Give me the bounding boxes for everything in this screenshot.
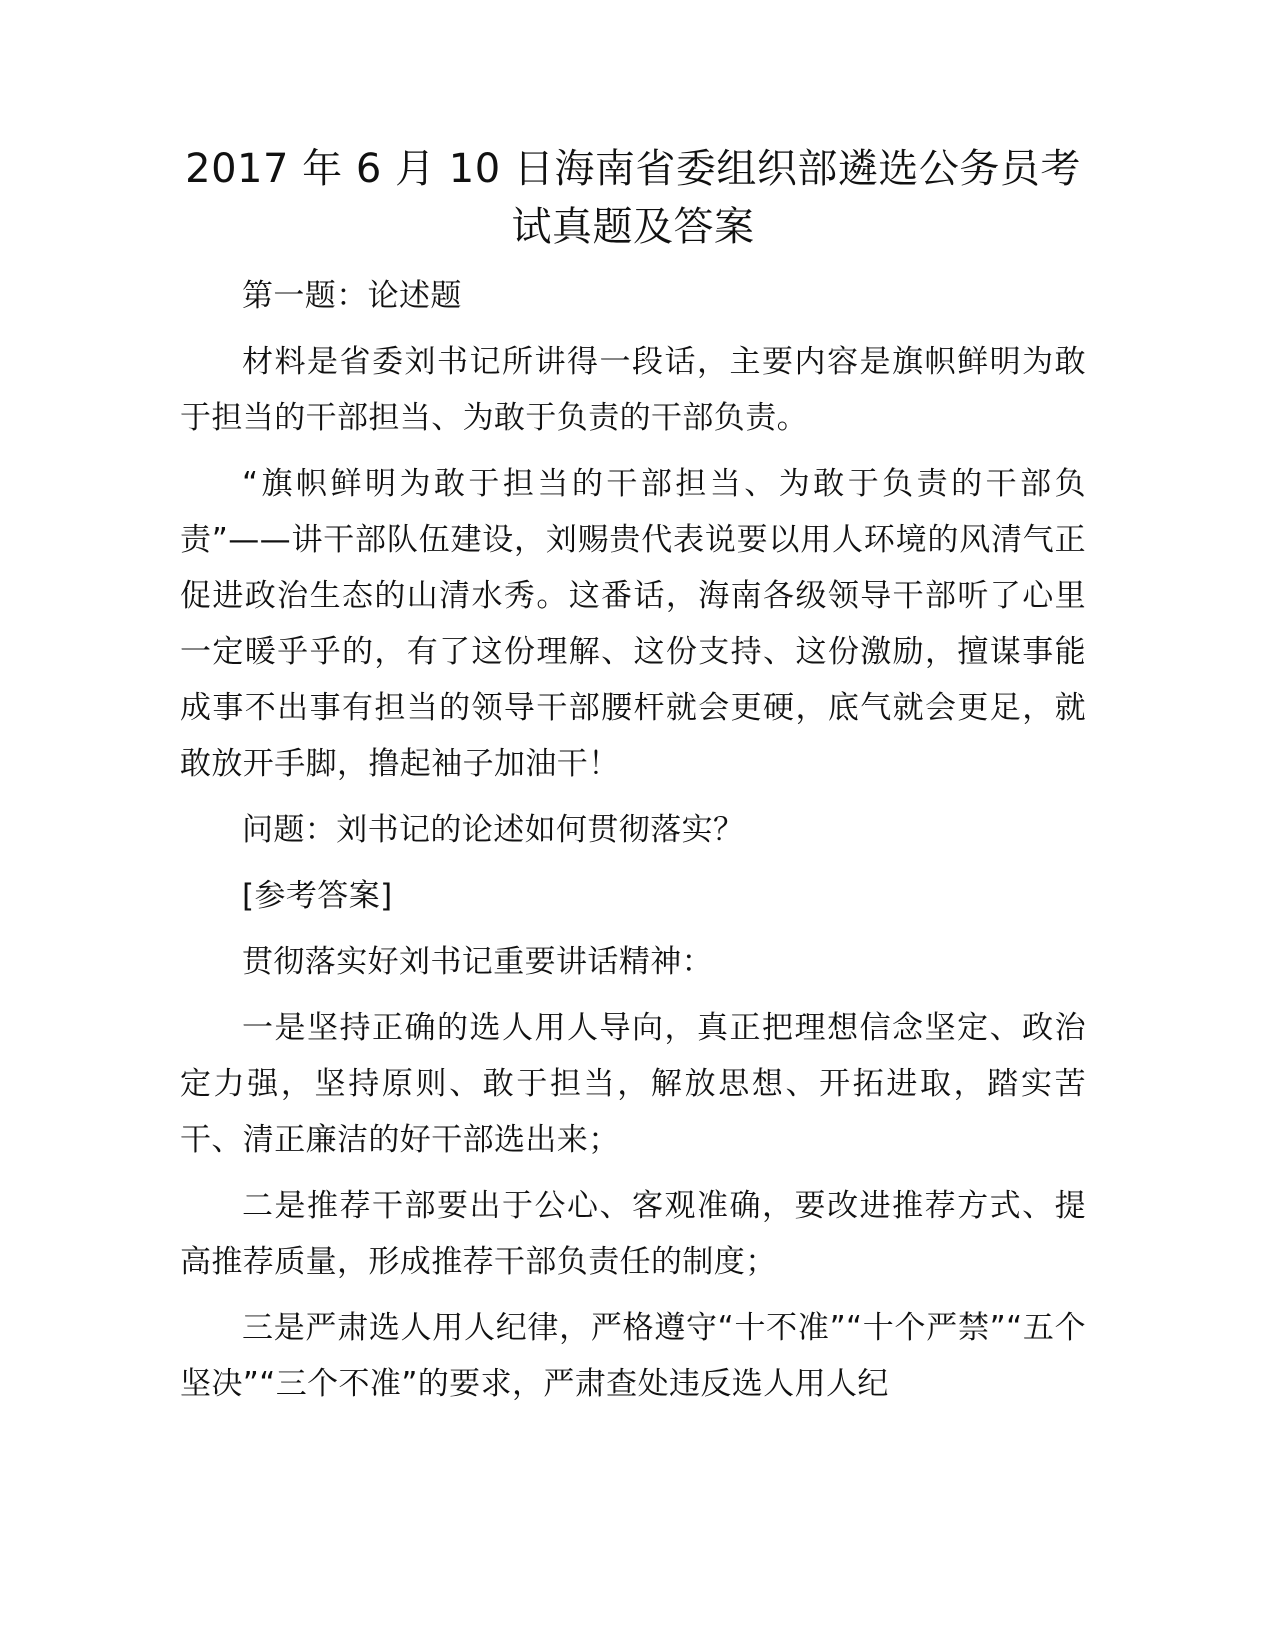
answer-heading: [参考答案]: [242, 878, 393, 914]
material-paragraph: 材料是省委刘书记所讲得一段话，主要内容是旗帜鲜明为敢于担当的干部担当、为敢于负责的干部负责。: [180, 344, 1086, 436]
document-title: 2017 年 6 月 10 日海南省委组织部遴选公务员考试真题及答案: [185, 146, 1081, 250]
document-page: [180, 140, 1086, 1422]
answer-intro: 贯彻落实好刘书记重要讲话精神：: [242, 944, 713, 980]
quote-paragraph: “旗帜鲜明为敢于担当的干部担当、为敢于负责的干部负责”——讲干部队伍建设，刘赐贵代表说要以用人环境的风清气正促进政治生态的山清水秀。这番话，海南各级领导干部听了心里一定暖乎乎的，有了这份理解、这份支持、这份激励，擅谋事能成事不出事有担当的领导干部腰杆就会更硬，底气就会更足，就敢放开手脚，撸起袖子加油干！: [180, 466, 1086, 782]
answer-point-2: 二是推荐干部要出于公心、客观准确，要改进推荐方式、提高推荐质量，形成推荐干部负责任的制度；: [180, 1188, 1086, 1280]
answer-point-1: 一是坚持正确的选人用人导向，真正把理想信念坚定、政治定力强，坚持原则、敢于担当，解放思想、开拓进取，踏实苦干、清正廉洁的好干部选出来；: [180, 1010, 1086, 1158]
answer-point-3: 三是严肃选人用人纪律，严格遵守“十不准”“十个严禁”“五个坚决”“三个不准”的要求，严肃查处违反选人用人纪: [180, 1310, 1086, 1402]
question-paragraph: 问题：刘书记的论述如何贯彻落实？: [242, 812, 745, 848]
section-heading: 第一题：论述题: [242, 278, 462, 314]
